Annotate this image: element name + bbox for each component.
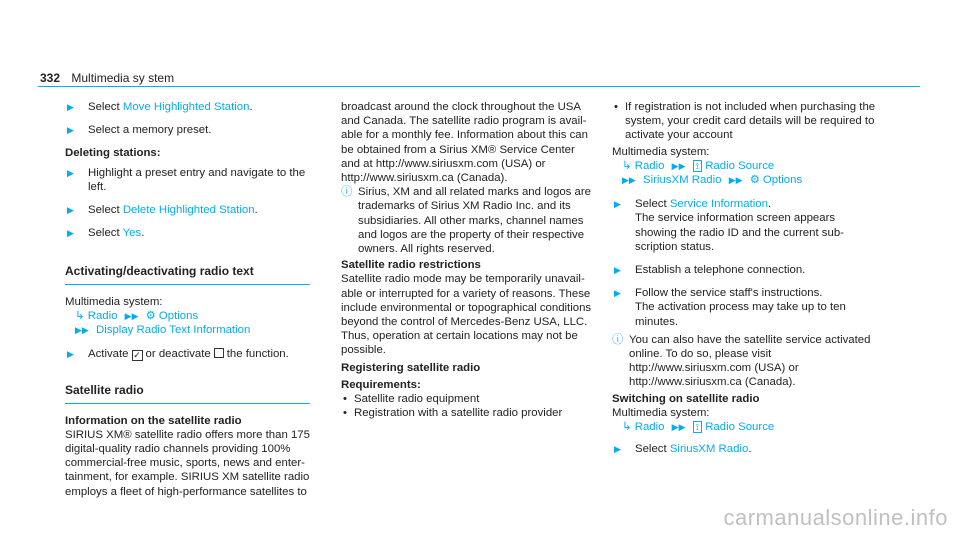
- return-arrow-icon: ↳: [75, 309, 85, 322]
- radio-source-link[interactable]: Radio Source: [705, 159, 775, 172]
- radio-link[interactable]: Radio: [87, 309, 118, 322]
- move-highlighted-station-link[interactable]: Move Highlighted Station: [122, 101, 250, 113]
- step-arrow-icon: ▶: [614, 199, 621, 210]
- step-arrow-icon: ▶: [67, 125, 74, 136]
- step-activate: ▶ Activate ✓ or deactivate the function.: [67, 348, 289, 361]
- step-arrow-icon: ▶: [67, 205, 74, 216]
- step-arrow-icon: ▶: [67, 228, 74, 239]
- double-chevron-icon: ▶▶: [671, 422, 686, 433]
- column-2: [341, 100, 594, 420]
- step-service-info: ▶ Select Service Information. The service information screen appears showing the radio ID and the current subscription status.: [614, 198, 844, 253]
- switch-on-heading: Switching on satellite radio: [612, 392, 760, 405]
- section-radio-text-title: Activating/deactivating radio text: [65, 264, 310, 284]
- step-arrow-icon: ▶: [614, 288, 621, 299]
- double-chevron-icon: ▶▶: [671, 160, 686, 171]
- menu-path-radio-text: [65, 309, 310, 323]
- step-select-yes: ▶ Select Yes.: [67, 227, 145, 240]
- unchecked-box-icon: [214, 348, 224, 358]
- radio-link[interactable]: Radio: [634, 159, 665, 172]
- checked-box-icon: ✓: [133, 350, 141, 361]
- step-arrow-icon: ▶: [67, 102, 74, 112]
- siriusxm-radio-link[interactable]: SiriusXM Radio: [643, 174, 722, 187]
- info-icon: ⓘ: [612, 333, 624, 346]
- deleting-heading: Deleting stations:: [65, 147, 161, 160]
- radio-link[interactable]: Radio: [634, 421, 665, 434]
- double-chevron-icon: ▶▶: [75, 325, 89, 336]
- header-title: Multimedia sy stem: [71, 71, 175, 85]
- step-highlight-preset: ▶ Highlight a preset entry and navigate to the left.: [67, 166, 306, 193]
- restrictions-heading: Satellite radio restrictions: [341, 259, 481, 272]
- double-chevron-icon: ▶▶: [124, 310, 139, 321]
- menu-path-switch: [612, 420, 877, 434]
- menu-path-siriusxm: [612, 173, 877, 187]
- step-arrow-icon: ▶: [614, 444, 621, 455]
- double-chevron-icon: ▶▶: [622, 175, 636, 186]
- radio-source-icon: ⟟: [693, 160, 702, 172]
- step-select-siriusxm: ▶ Select SiriusXM Radio.: [614, 443, 752, 456]
- delete-highlighted-station-link[interactable]: Delete Highlighted Station: [122, 204, 255, 217]
- online-activation-note: ⓘ You can also have the satellite service activated online. To do so, please visit http://www.siriusxm.com (USA) or http://www.siriusxm.ca (Canada).: [612, 333, 871, 389]
- broadcast-text: broadcast around the clock throughout the USA and Canada. The satellite radio program is available for a monthly fee. Information about this can be obtained from a Sirius XM® Service Center and at http://www.siriusxm.com (USA) or http://www.siriusxm.ca (Canada).: [341, 101, 588, 185]
- column-3: [612, 100, 877, 465]
- requirement-item: • Registration with a satellite radio provider: [341, 406, 594, 420]
- step-delete-station: ▶ Select Delete Highlighted Station.: [67, 204, 258, 217]
- gear-icon: ⚙: [145, 309, 156, 322]
- system-label: Multimedia system:: [612, 145, 710, 158]
- info-icon: ⓘ: [341, 186, 353, 199]
- service-information-link[interactable]: Service Information: [669, 198, 768, 211]
- step-arrow-icon: ▶: [67, 349, 74, 360]
- radio-source-icon: ⟟: [693, 421, 702, 433]
- double-chevron-icon: ▶▶: [728, 175, 743, 186]
- registration-bullet: • If registration is not included when purchasing the system, your credit card details will be required to activate your account: [612, 100, 877, 143]
- options-link[interactable]: Options: [762, 174, 803, 187]
- requirement-item: • Satellite radio equipment: [341, 392, 594, 406]
- watermark: carmanualsonline.info: [723, 504, 948, 530]
- system-label: Multimedia system:: [612, 406, 710, 419]
- registering-heading: Registering satellite radio: [341, 361, 481, 374]
- trademark-note: ⓘ Sirius, XM and all related marks and logos are trademarks of Sirius XM Radio Inc. and its subsidiaries. All other marks, channel names and logos are the property of their respective owners. All rights reserved.: [341, 186, 591, 256]
- header-rule: [38, 86, 920, 87]
- requirements-heading: Requirements:: [341, 378, 421, 391]
- step-arrow-icon: ▶: [614, 265, 621, 276]
- yes-link[interactable]: Yes: [122, 227, 142, 240]
- page-number: 332: [40, 71, 61, 85]
- siriusxm-radio-select-link[interactable]: SiriusXM Radio: [669, 443, 749, 456]
- return-arrow-icon: ↳: [622, 159, 632, 172]
- column-1: [65, 100, 310, 499]
- options-link[interactable]: Options: [158, 309, 199, 322]
- menu-path-display: [65, 323, 310, 337]
- step-telephone: ▶ Establish a telephone connection.: [614, 264, 806, 277]
- radio-source-link[interactable]: Radio Source: [705, 421, 775, 434]
- info-heading: Information on the satellite radio: [65, 414, 242, 427]
- step-arrow-icon: ▶: [67, 167, 74, 178]
- info-text: SIRIUS XM® satellite radio offers more than 175 digital-quality radio channels providing 100% commercial-free music, sports, news and entertainment, for example. SIRIUS XM satellite radio employs a fleet of high-performance satellites to: [65, 428, 310, 498]
- return-arrow-icon: ↳: [622, 421, 632, 434]
- gear-icon: ⚙: [749, 174, 760, 187]
- step-follow-instructions: ▶ Follow the service staff's instructions. The activation process may take up to ten minutes.: [614, 287, 846, 328]
- system-label: Multimedia system:: [65, 295, 163, 308]
- page-header: [40, 71, 174, 85]
- step-move-station: ▶ Select Move Highlighted Station.: [67, 101, 253, 113]
- step-select-preset: ▶ Select a memory preset.: [67, 124, 212, 137]
- section-satellite-title: Satellite radio: [65, 383, 310, 403]
- restrictions-text: Satellite radio mode may be temporarily unavailable or interrupted for a variety of reasons. These include environmental or topographical conditions beyond the control of Mercedes-Benz USA, LLC. Thus, operation at certain locations may not be possible.: [341, 273, 592, 357]
- display-radio-text-link[interactable]: Display Radio Text Information: [96, 324, 251, 337]
- menu-path-service: [612, 159, 877, 173]
